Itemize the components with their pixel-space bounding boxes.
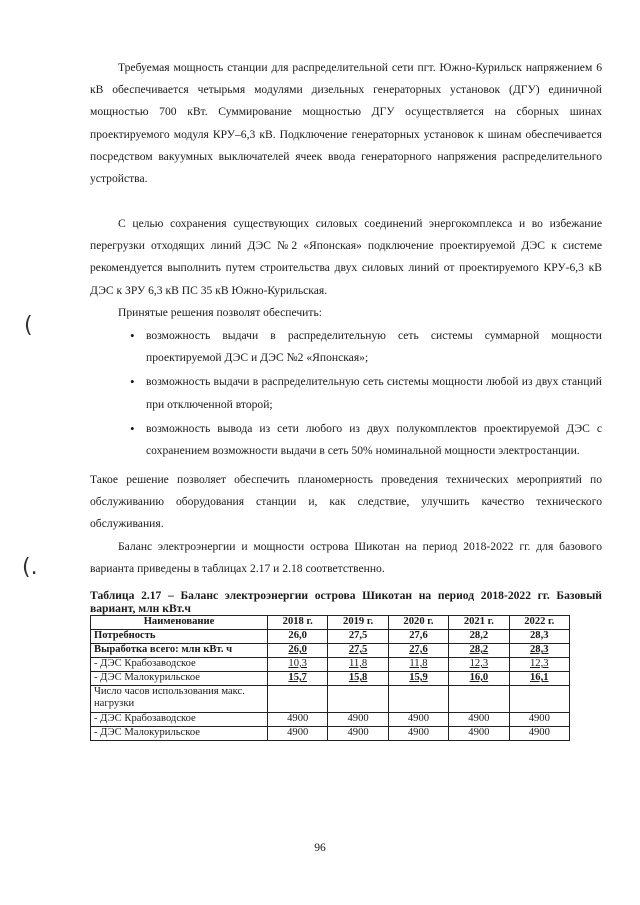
bullet-item: • возможность выдачи в распределительную сеть системы суммарной мощности проектируемой ДЭС и ДЭС №2 «Японская»; [90, 325, 602, 369]
table-cell [328, 686, 388, 713]
table-cell: 4900 [449, 713, 509, 727]
table-cell: 4900 [328, 713, 388, 727]
table-cell: Число часов использования макс. нагрузки [91, 686, 268, 713]
table-cell: 27,6 [388, 630, 448, 644]
bullet-icon: • [130, 420, 135, 436]
table-header-cell: 2020 г. [388, 616, 448, 630]
bullet-icon: • [130, 328, 135, 343]
bullet-item: • возможность вывода из сети любого из двух полукомплектов проектируемой ДЭС с сохранением возможности выдачи в сеть 50% номинальной мощности электростанции. [90, 418, 602, 462]
table-row [91, 672, 570, 686]
bullet-item: • возможность выдачи в распределительную сеть системы мощности любой из двух станций при отключенной второй; [90, 371, 602, 415]
table-cell: 4900 [509, 727, 569, 741]
table-cell: - ДЭС Крабозаводское [91, 658, 268, 672]
table-cell: 16,1 [509, 672, 569, 686]
paragraph-decisions-intro: Принятые решения позволят обеспечить: [118, 306, 322, 319]
table-row [91, 658, 570, 672]
table-cell: 15,9 [388, 672, 448, 686]
table-cell: 28,2 [449, 630, 509, 644]
table-header-cell: 2019 г. [328, 616, 388, 630]
table-cell: 4900 [449, 727, 509, 741]
table-cell [268, 686, 328, 713]
table-cell: - ДЭС Крабозаводское [91, 713, 268, 727]
table-cell: 28,3 [509, 644, 569, 658]
table-caption: Таблица 2.17 – Баланс электроэнергии острова Шикотан на период 2018-2022 гг. Базовый вариант, млн кВт.ч [90, 589, 602, 615]
table-cell: - ДЭС Малокурильское [91, 672, 268, 686]
table-header-cell: Наименование [91, 616, 268, 630]
table-cell: 4900 [328, 727, 388, 741]
page-number: 96 [314, 841, 326, 854]
table-cell: 4900 [509, 713, 569, 727]
table-row [91, 630, 570, 644]
table-cell: 4900 [268, 727, 328, 741]
table-row [91, 686, 570, 713]
table-cell: 27,6 [388, 644, 448, 658]
table-header-row [91, 616, 570, 630]
paragraph-balance-intro: Баланс электроэнергии и мощности острова Шикотан на период 2018-2022 гг. для базового варианта приведены в таблицах 2.17 и 2.18 соответственно. [90, 540, 602, 576]
paragraph-power-connection: С целью сохранения существующих силовых соединений энергокомплекса и во избежание перегрузки отходящих линий ДЭС №2 «Японская» подключение проектируемой ДЭС к системе рекомендуется выполнить путем строительства двух силовых линий от проектируемого КРУ-6,3 кВ ДЭС к ЗРУ 6,3 кВ ПС 35 кВ Южно-Курильская. [90, 217, 602, 297]
margin-mark-icon: (. [22, 555, 38, 580]
table-row [91, 727, 570, 741]
table-cell: - ДЭС Малокурильское [91, 727, 268, 741]
table-cell [388, 686, 448, 713]
bullet-list [90, 325, 602, 464]
table-cell: 26,0 [268, 644, 328, 658]
table-cell: 11,8 [328, 658, 388, 672]
table-cell: 27,5 [328, 630, 388, 644]
table-cell: 10,3 [268, 658, 328, 672]
table-cell: 4900 [388, 727, 448, 741]
table-cell: 4900 [268, 713, 328, 727]
table-cell: Выработка всего: млн кВт. ч [91, 644, 268, 658]
margin-mark-icon: ( [24, 313, 33, 338]
table-header-cell: 2018 г. [268, 616, 328, 630]
table-header-cell: 2021 г. [449, 616, 509, 630]
table-cell: 28,2 [449, 644, 509, 658]
table-cell: 15,8 [328, 672, 388, 686]
table-cell: 12,3 [449, 658, 509, 672]
bullet-icon: • [130, 374, 135, 390]
table-header-cell: 2022 г. [509, 616, 569, 630]
table-cell [509, 686, 569, 713]
table-cell: 28,3 [509, 630, 569, 644]
table-cell: 4900 [388, 713, 448, 727]
table-cell: 26,0 [268, 630, 328, 644]
table-cell [449, 686, 509, 713]
table-cell: Потребность [91, 630, 268, 644]
paragraph-power-requirement: Требуемая мощность станции для распределительной сети пгт. Южно-Курильск напряжением 6 кВ обеспечивается четырьмя модулями дизельных генераторных установок (ДГУ) единичной мощностью 700 кВт. Суммирование мощностью ДГУ осуществляется на сборных шинах проектируемого модуля КРУ–6,3 кВ. Подключение генераторных установок к шинам обеспечивается посредством вакуумных выключателей ячеек ввода генераторного напряжения распределительного устройства. [90, 61, 602, 186]
table-cell: 15,7 [268, 672, 328, 686]
table-cell: 11,8 [388, 658, 448, 672]
paragraph-after-bullets: Такое решение позволяет обеспечить планомерность проведения технических мероприятий по обслуживанию оборудования станции и, как следствие, улучшить качество технического обслуживания. [90, 473, 602, 531]
table-row [91, 713, 570, 727]
table-cell: 16,0 [449, 672, 509, 686]
balance-table [90, 615, 570, 741]
table-cell: 12,3 [509, 658, 569, 672]
table-row [91, 644, 570, 658]
table-cell: 27,5 [328, 644, 388, 658]
